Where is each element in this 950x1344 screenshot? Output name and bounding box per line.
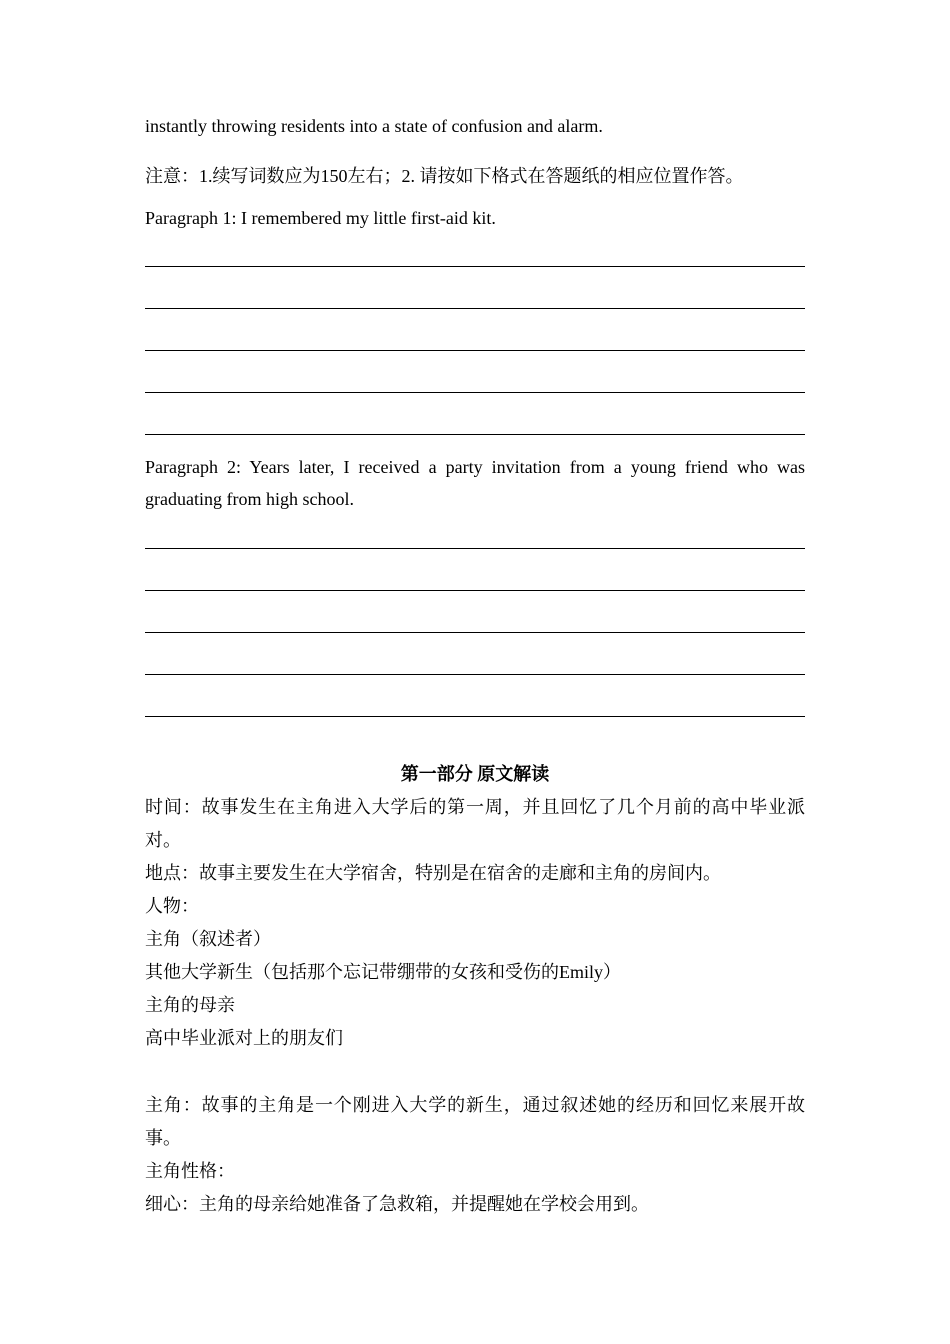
section-heading: 第一部分 原文解读 (400, 764, 550, 784)
answer-line (145, 308, 805, 309)
answer-line (145, 674, 805, 675)
paragraph1-prompt: Paragraph 1: I remembered my little first-aid kit. (145, 208, 496, 228)
trait-careful: 细心：主角的母亲给她准备了急救箱，并提醒她在学校会用到。 (145, 1194, 649, 1214)
answer-line (145, 266, 805, 267)
answer-line (145, 392, 805, 393)
answer-line (145, 548, 805, 549)
document-page (145, 0, 805, 1344)
traits-label: 主角性格： (145, 1161, 235, 1181)
answer-line (145, 632, 805, 633)
character-item: 主角的母亲 (145, 995, 235, 1015)
setting-place: 地点：故事主要发生在大学宿舍，特别是在宿舍的走廊和主角的房间内。 (145, 863, 721, 883)
answer-line (145, 350, 805, 351)
character-item: 主角（叙述者） (145, 929, 271, 949)
answer-line (145, 716, 805, 717)
protagonist-description: 主角：故事的主角是一个刚进入大学的新生，通过叙述她的经历和回忆来展开故事。 (145, 1095, 805, 1148)
character-item: 其他大学新生（包括那个忘记带绷带的女孩和受伤的Emily） (145, 962, 621, 982)
story-continuation-line: instantly throwing residents into a state of confusion and alarm. (145, 116, 603, 136)
paragraph2-prompt: Paragraph 2: Years later, I received a party invitation from a young friend who was graduating from high school. (145, 457, 805, 509)
instructions-note: 注意：1.续写词数应为150左右；2. 请按如下格式在答题纸的相应位置作答。 (145, 166, 744, 186)
setting-time: 时间：故事发生在主角进入大学后的第一周，并且回忆了几个月前的高中毕业派对。 (145, 797, 805, 850)
answer-line (145, 590, 805, 591)
character-item: 高中毕业派对上的朋友们 (145, 1028, 343, 1048)
characters-label: 人物： (145, 896, 199, 916)
answer-line (145, 434, 805, 435)
